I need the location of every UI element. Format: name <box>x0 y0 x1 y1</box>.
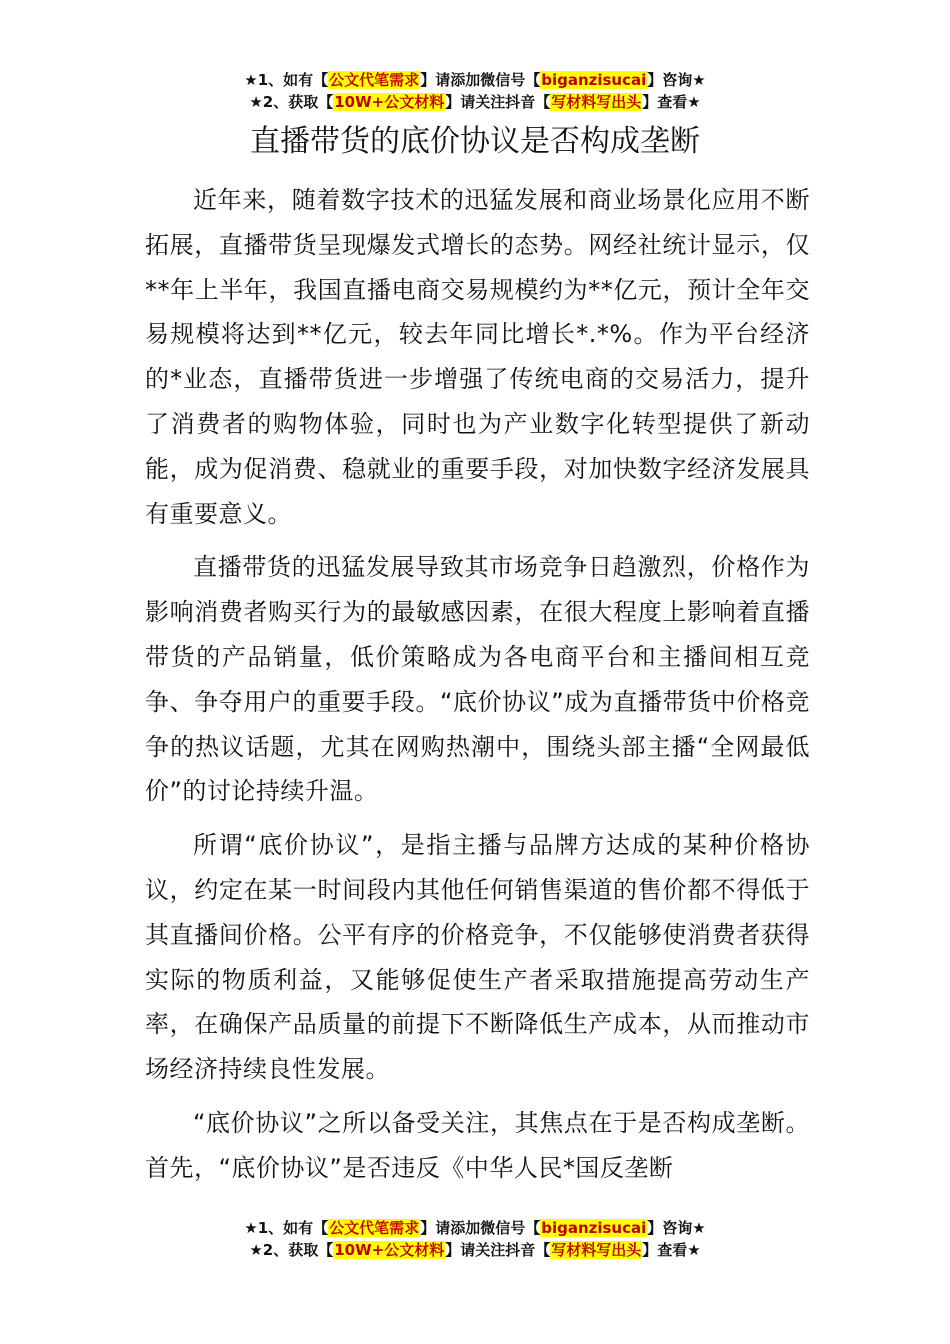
banner-text: 】请添加微信号【 <box>420 1219 541 1237</box>
banner-line-1 <box>0 69 950 91</box>
banner-highlight: 10W+公文材料 <box>334 93 445 111</box>
document-body <box>145 178 810 1200</box>
banner-highlight: 公文代笔需求 <box>329 71 420 89</box>
banner-highlight: 写材料写出头 <box>551 93 642 111</box>
banner-text: ★2、获取【 <box>249 1241 334 1259</box>
banner-text: 】请关注抖音【 <box>445 1241 551 1259</box>
banner-highlight: 写材料写出头 <box>551 1241 642 1259</box>
banner-text: 】咨询★ <box>647 1219 706 1237</box>
header-banner <box>0 69 950 113</box>
banner-text: ★1、如有【 <box>244 1219 329 1237</box>
banner-highlight: 10W+公文材料 <box>334 1241 445 1259</box>
banner-text: 】请添加微信号【 <box>420 71 541 89</box>
banner-text: 】咨询★ <box>647 71 706 89</box>
document-title: 直播带货的底价协议是否构成垄断 <box>250 124 700 159</box>
paragraph: 直播带货的迅猛发展导致其市场竞争日趋激烈，价格作为影响消费者购买行为的最敏感因素，在很大程度上影响着直播带货的产品销量，低价策略成为各电商平台和主播间相互竞争、争夺用户的重要手段。“底价协议”成为直播带货中价格竞争的热议话题，尤其在网购热潮中，围绕头部主播“全网最低价”的讨论持续升温。 <box>145 553 810 806</box>
banner-highlight: biganzisucai <box>541 71 647 89</box>
banner-highlight: 公文代笔需求 <box>329 1219 420 1237</box>
banner-text: 】查看★ <box>642 93 701 111</box>
banner-text: 】请关注抖音【 <box>445 93 551 111</box>
paragraph: “底价协议”之所以备受关注，其焦点在于是否构成垄断。首先，“底价协议”是否违反《中华人民*国反垄断 <box>145 1108 810 1182</box>
footer-banner <box>0 1217 950 1261</box>
banner-text: ★1、如有【 <box>244 71 329 89</box>
banner-text: ★2、获取【 <box>249 93 334 111</box>
banner-line-1 <box>0 1217 950 1239</box>
paragraph: 近年来，随着数字技术的迅猛发展和商业场景化应用不断拓展，直播带货呈现爆发式增长的态势。网经社统计显示，仅**年上半年，我国直播电商交易规模约为**亿元，预计全年交易规模将达到**亿元，较去年同比增长*.*%。作为平台经济的*业态，直播带货进一步增强了传统电商的交易活力，提升了消费者的购物体验，同时也为产业数字化转型提供了新动能，成为促消费、稳就业的重要手段，对加快数字经济发展具有重要意义。 <box>145 186 810 528</box>
banner-highlight: biganzisucai <box>541 1219 647 1237</box>
banner-line-2 <box>0 91 950 113</box>
banner-text: 】查看★ <box>642 1241 701 1259</box>
paragraph: 所谓“底价协议”，是指主播与品牌方达成的某种价格协议，约定在某一时间段内其他任何销售渠道的售价都不得低于其直播间价格。公平有序的价格竞争，不仅能够使消费者获得实际的物质利益，又能够促使生产者采取措施提高劳动生产率，在确保产品质量的前提下不断降低生产成本，从而推动市场经济持续良性发展。 <box>145 831 810 1084</box>
banner-line-2 <box>0 1239 950 1261</box>
